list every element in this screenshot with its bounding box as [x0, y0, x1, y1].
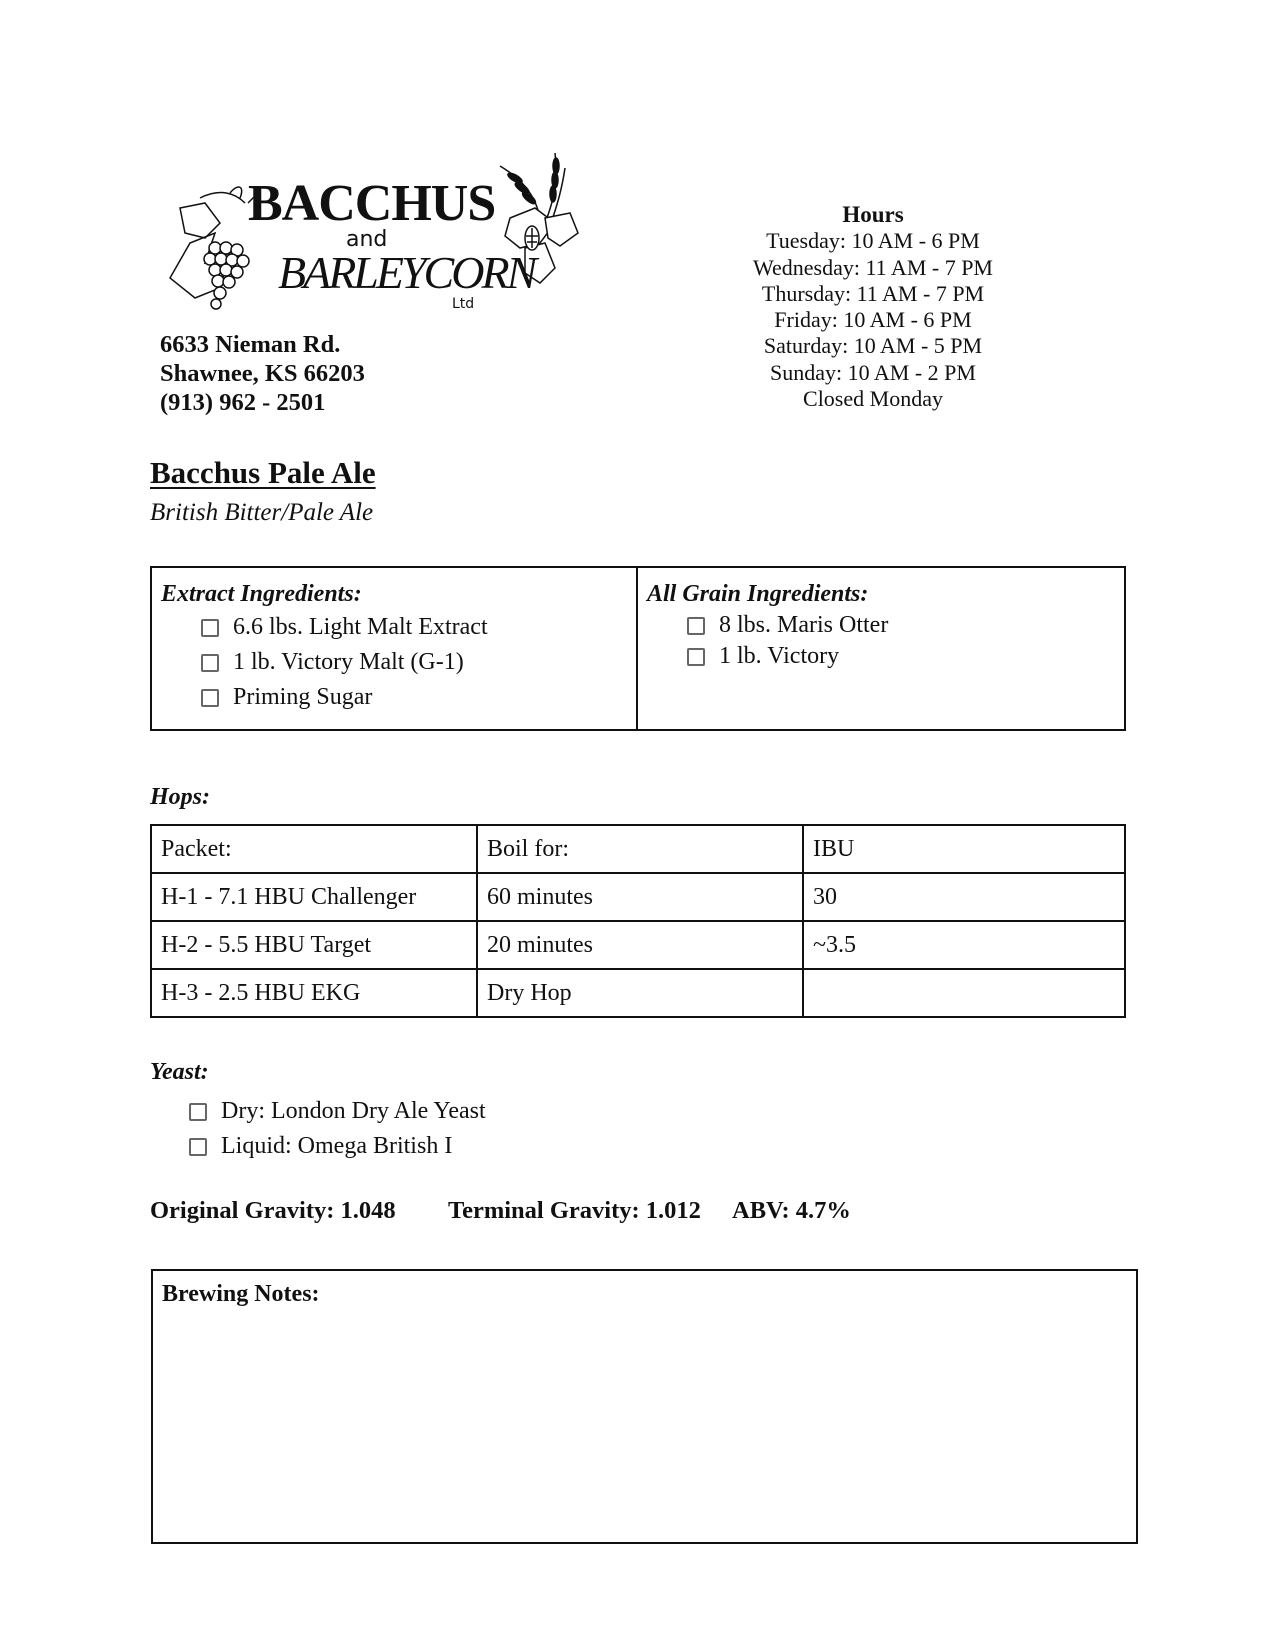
table-cell: ~3.5	[803, 921, 1125, 969]
table-header-row	[151, 825, 1125, 873]
logo-text-bacchus: BACCHUS	[248, 175, 496, 232]
store-logo	[160, 148, 605, 326]
table-cell: 30	[803, 873, 1125, 921]
hours-title: Hours	[842, 202, 904, 227]
table-cell: Dry Hop	[477, 969, 803, 1017]
table-header-cell: Boil for:	[477, 825, 803, 873]
store-address	[160, 330, 365, 417]
original-gravity: Original Gravity: 1.048	[150, 1197, 396, 1224]
yeast-item	[189, 1094, 486, 1129]
checkbox[interactable]	[201, 654, 219, 672]
checkbox[interactable]	[189, 1103, 207, 1121]
abv: ABV: 4.7%	[732, 1197, 851, 1224]
table-header-cell: Packet:	[151, 825, 477, 873]
ingredient-label: 6.6 lbs. Light Malt Extract	[233, 614, 488, 640]
terminal-gravity: Terminal Gravity: 1.012	[448, 1197, 701, 1224]
logo-text-and: and	[346, 227, 388, 252]
hours-line: Saturday: 10 AM - 5 PM	[763, 333, 983, 359]
hops-label: Hops:	[150, 784, 210, 810]
all-grain-ingredients	[638, 568, 1124, 729]
hours-line: Closed Monday	[803, 386, 943, 412]
hours-line: Sunday: 10 AM - 2 PM	[770, 359, 976, 385]
address-phone: (913) 962 - 2501	[160, 389, 326, 416]
table-cell: H-3 - 2.5 HBU EKG	[151, 969, 477, 1017]
ingredient-label: 1 lb. Victory	[719, 643, 840, 669]
store-hours	[720, 202, 1026, 412]
table-row	[151, 969, 1125, 1017]
checkbox[interactable]	[189, 1138, 207, 1156]
recipe-style: British Bitter/Pale Ale	[150, 499, 374, 526]
table-cell: H-1 - 7.1 HBU Challenger	[151, 873, 477, 921]
hours-line: Friday: 10 AM - 6 PM	[774, 307, 972, 333]
address-street: 6633 Nieman Rd.	[160, 331, 341, 358]
ingredient-item	[687, 641, 1124, 672]
ingredient-label: 8 lbs. Maris Otter	[719, 612, 889, 638]
ingredient-item	[201, 610, 636, 645]
table-cell	[803, 969, 1125, 1017]
ingredient-item	[201, 680, 636, 715]
table-row	[151, 921, 1125, 969]
yeast-label-text: Liquid: Omega British I	[221, 1133, 453, 1159]
logo-text-barleycorn: BARLEYCORN	[278, 247, 535, 298]
hops-table	[150, 824, 1126, 1018]
ingredient-item	[201, 645, 636, 680]
address-city: Shawnee, KS 66203	[160, 360, 365, 387]
yeast-label-text: Dry: London Dry Ale Yeast	[221, 1098, 486, 1124]
checkbox[interactable]	[201, 689, 219, 707]
all-grain-heading: All Grain Ingredients:	[647, 581, 869, 607]
extract-heading: Extract Ingredients:	[161, 581, 362, 607]
brewing-notes-box[interactable]	[151, 1269, 1138, 1544]
logo-text-ltd: Ltd	[452, 296, 475, 312]
ingredient-item	[687, 610, 1124, 641]
ingredient-label: Priming Sugar	[233, 684, 373, 710]
gravity-summary	[150, 1197, 851, 1225]
table-cell: 20 minutes	[477, 921, 803, 969]
yeast-label: Yeast:	[150, 1059, 209, 1085]
hours-line: Tuesday: 10 AM - 6 PM	[766, 228, 980, 254]
grape-vine-icon	[170, 187, 255, 309]
hours-line: Thursday: 11 AM - 7 PM	[761, 280, 985, 306]
table-cell: H-2 - 5.5 HBU Target	[151, 921, 477, 969]
checkbox[interactable]	[687, 617, 705, 635]
brewing-notes-label: Brewing Notes:	[162, 1281, 320, 1307]
ingredient-label: 1 lb. Victory Malt (G-1)	[233, 649, 464, 675]
ingredients-box	[150, 566, 1126, 731]
checkbox[interactable]	[687, 648, 705, 666]
extract-ingredients	[152, 568, 638, 729]
yeast-list	[150, 1094, 486, 1164]
table-cell: 60 minutes	[477, 873, 803, 921]
recipe-title: Bacchus Pale Ale	[150, 455, 376, 490]
table-row	[151, 873, 1125, 921]
hours-line: Wednesday: 11 AM - 7 PM	[752, 254, 993, 280]
yeast-item	[189, 1129, 486, 1164]
table-header-cell: IBU	[803, 825, 1125, 873]
checkbox[interactable]	[201, 619, 219, 637]
